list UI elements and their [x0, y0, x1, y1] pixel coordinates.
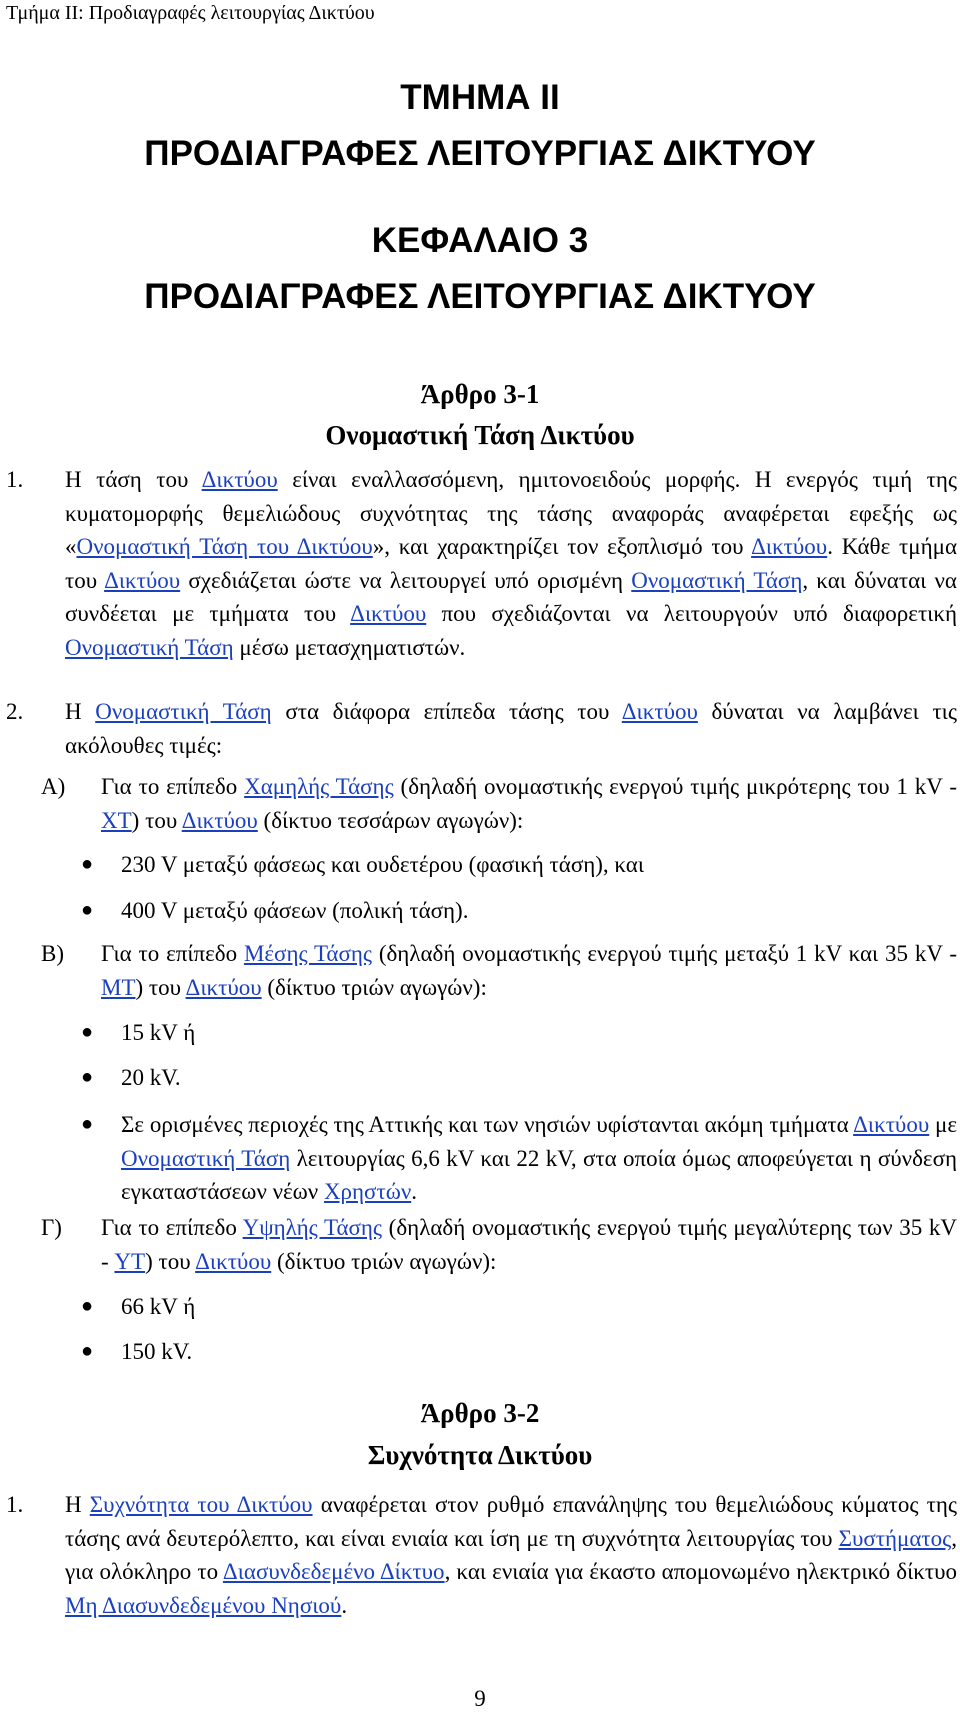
bullet-icon: ● — [81, 1113, 94, 1135]
bullet-icon: ● — [81, 1021, 94, 1043]
text-span: ) του — [135, 974, 186, 1000]
text-span: που σχεδιάζονται να λειτουργούν υπό διαφορετική — [426, 601, 957, 626]
text-span: (δηλαδή ονομαστικής ενεργού τιμής μεγαλύτερης των 35 kV - — [101, 1215, 957, 1274]
text-span: ) του — [145, 1248, 196, 1274]
term-link[interactable]: Ονομαστική Τάση του Δικτύου — [76, 534, 373, 559]
voltage-level-c — [41, 1211, 957, 1278]
term-link[interactable]: Διασυνδεδεμένο Δίκτυο — [222, 1559, 445, 1584]
bullet-text: 20 kV. — [121, 1065, 181, 1090]
article-3-1-number: Άρθρο 3-1 — [420, 379, 540, 409]
term-link[interactable]: Μη Διασυνδεδεμένου Νησιού — [65, 1592, 342, 1618]
term-link[interactable]: Ονομαστική Τάση — [631, 567, 803, 593]
text-span: με — [929, 1112, 957, 1137]
term-link[interactable]: Υψηλής Τάσης — [242, 1215, 383, 1240]
page-number: 9 — [474, 1686, 486, 1711]
bullet-item-note — [81, 1108, 957, 1209]
text-span: Για το επίπεδο — [101, 1215, 243, 1240]
article-3-1-paragraph-2 — [6, 695, 957, 762]
text-span: σχεδιάζεται ώστε να λειτουργεί υπό ορισμένη — [180, 567, 632, 593]
bullet-icon: ● — [81, 899, 94, 921]
text-span: , για ολόκληρο το — [65, 1525, 957, 1584]
text-span: . Κάθε τμήμα του — [65, 534, 958, 593]
list-marker: Γ) — [41, 1215, 62, 1240]
text-span: (δίκτυο τριών αγωγών): — [271, 1248, 497, 1274]
paragraph-marker: 2. — [6, 699, 24, 724]
term-link[interactable]: Ονομαστική Τάση — [95, 699, 272, 724]
text-span: μέσω μετασχηματιστών. — [233, 634, 466, 660]
list-marker: Β) — [41, 941, 64, 966]
term-link[interactable]: Συστήματος — [838, 1525, 952, 1551]
part-title: ΠΡΟΔΙΑΓΡΑΦΕΣ ΛΕΙΤΟΥΡΓΙΑΣ ΔΙΚΤΥΟΥ — [144, 134, 816, 173]
bullet-icon: ● — [81, 853, 94, 875]
term-link[interactable]: ΥΤ — [114, 1248, 146, 1274]
text-span: αναφέρεται στον ρυθμό επανάληψης του θεμελιώδους κύματος της τάσης ανά δευτερόλεπτο, και είναι ενιαία και ίση με τη συχνότητα λειτουργίας του — [65, 1492, 957, 1551]
text-span: (δηλαδή ονομαστικής ενεργού τιμής μικρότερης του 1 kV - — [393, 774, 957, 799]
running-header: Τμήμα ΙΙ: Προδιαγραφές λειτουργίας Δικτύου — [6, 2, 375, 24]
term-link[interactable]: Χρηστών — [323, 1179, 412, 1204]
bullet-item — [81, 1290, 957, 1324]
paragraph-marker: 1. — [6, 467, 24, 492]
bullet-text: 230 V μεταξύ φάσεως και ουδετέρου (φασική τάση), και — [121, 852, 645, 877]
term-link[interactable]: Ονομαστική Τάση — [121, 1145, 291, 1171]
text-span: , και δύναται να συνδέεται με τμήματα του — [65, 567, 957, 626]
article-3-2-number: Άρθρο 3-2 — [420, 1398, 540, 1428]
article-3-2-paragraph-1 — [6, 1488, 957, 1622]
chapter-heading: ΚΕΦΑΛΑΙΟ 3 — [371, 221, 589, 260]
term-link[interactable]: Δικτύου — [621, 699, 698, 724]
bullet-text: 400 V μεταξύ φάσεων (πολική τάση). — [121, 898, 469, 923]
text-span: Η — [65, 1492, 90, 1517]
paragraph-marker: 1. — [6, 1492, 24, 1517]
bullet-icon: ● — [81, 1340, 94, 1362]
article-3-1-title: Ονομαστική Τάση Δικτύου — [325, 420, 635, 450]
text-span: στα διάφορα επίπεδα τάσης του — [271, 699, 622, 724]
bullet-item — [81, 1061, 957, 1095]
text-span: Για το επίπεδο — [101, 941, 244, 966]
term-link[interactable]: Δικτύου — [201, 467, 278, 492]
bullet-icon: ● — [81, 1295, 94, 1317]
text-span: (δίκτυο τριών αγωγών): — [261, 974, 487, 1000]
bullet-item — [81, 848, 957, 882]
bullet-item — [81, 1016, 957, 1050]
term-link[interactable]: Δικτύου — [350, 601, 427, 626]
list-marker: Α) — [41, 774, 66, 799]
text-span: Για το επίπεδο — [101, 774, 245, 799]
text-span: Η — [65, 699, 96, 724]
term-link[interactable]: Δικτύου — [751, 534, 828, 559]
voltage-level-a — [41, 770, 957, 837]
bullet-item — [81, 1335, 957, 1369]
part-heading: ΤΜΗΜΑ ΙΙ — [400, 78, 560, 117]
voltage-level-b — [41, 937, 957, 1004]
text-span: λειτουργίας 6,6 kV και 22 kV, στα οποία όμως αποφεύγεται η σύνδεση εγκαταστάσεων νέων — [121, 1145, 957, 1204]
text-span: . — [411, 1179, 417, 1204]
bullet-text: 15 kV ή — [121, 1020, 196, 1045]
chapter-title: ΠΡΟΔΙΑΓΡΑΦΕΣ ΛΕΙΤΟΥΡΓΙΑΣ ΔΙΚΤΥΟΥ — [144, 277, 816, 316]
bullet-text: 150 kV. — [121, 1339, 193, 1364]
term-link[interactable]: Δικτύου — [181, 807, 258, 833]
bullet-icon: ● — [81, 1066, 94, 1088]
text-span: Σε ορισμένες περιοχές της Αττικής και των νησιών υφίστανται ακόμη τμήματα — [121, 1112, 854, 1137]
article-3-1-paragraph-1 — [6, 463, 958, 664]
article-3-2-title: Συχνότητα Δικτύου — [367, 1440, 593, 1470]
term-link[interactable]: Συχνότητα του Δικτύου — [89, 1492, 313, 1517]
text-span: », και χαρακτηρίζει τον εξοπλισμό του — [372, 534, 752, 559]
text-span: , και ενιαία για έκαστο απομονωμένο ηλεκτρικό δίκτυο — [444, 1559, 957, 1584]
text-span: ) του — [131, 807, 182, 833]
text-span: Η τάση του — [65, 467, 202, 492]
term-link[interactable]: ΜΤ — [101, 974, 136, 1000]
bullet-item — [81, 894, 957, 928]
text-span: δύναται να λαμβάνει τις ακόλουθες τιμές: — [65, 699, 957, 758]
term-link[interactable]: Μέσης Τάσης — [243, 941, 373, 966]
term-link[interactable]: Ονομαστική Τάση — [65, 634, 234, 660]
text-span: . — [341, 1592, 348, 1618]
term-link[interactable]: ΧΤ — [101, 807, 132, 833]
term-link[interactable]: Χαμηλής Τάσης — [244, 774, 394, 799]
term-link[interactable]: Δικτύου — [185, 974, 262, 1000]
term-link[interactable]: Δικτύου — [195, 1248, 272, 1274]
bullet-text: 66 kV ή — [121, 1294, 196, 1319]
text-span: (δίκτυο τεσσάρων αγωγών): — [257, 807, 524, 833]
term-link[interactable]: Δικτύου — [853, 1112, 930, 1137]
text-span: είναι εναλλασσόμενη, ημιτονοειδούς μορφής. Η ενεργός τιμή της κυματομορφής θεμελιώδους συχνότητας της τάσης αναφοράς αναφέρεται εφεξής ως « — [65, 467, 957, 559]
term-link[interactable]: Δικτύου — [104, 567, 181, 593]
text-span: (δηλαδή ονομαστικής ενεργού τιμής μεταξύ 1 kV και 35 kV - — [372, 941, 957, 966]
